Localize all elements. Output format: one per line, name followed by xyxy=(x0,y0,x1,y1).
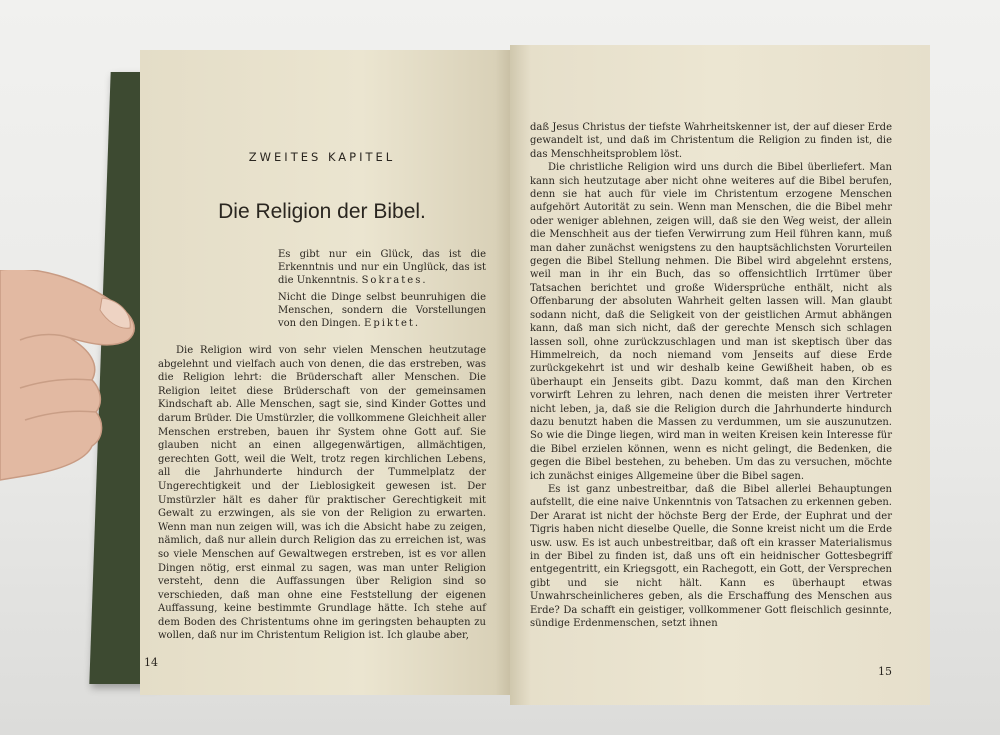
chapter-title: Die Religion der Bibel. xyxy=(218,200,426,223)
motto-quote-2 xyxy=(278,291,486,330)
left-body-text xyxy=(158,344,486,643)
right-paragraph: daß Jesus Christus der tiefste Wahrheitskenner ist, der auf dieser Erde gewandelt ist, und daß im Christentum die Religion zu finden ist, die das Menschheitsproblem löst. xyxy=(530,122,892,160)
right-page xyxy=(510,45,930,705)
motto-author-1: Sokrates. xyxy=(361,275,428,286)
right-paragraph: Die christliche Religion wird uns durch die Bibel überliefert. Man kann sich heutzutage aber nicht ohne weiteres auf die Bibel berufen, denn sie hat auch für viele im Christentum erzogene Menschen aufgehört Autorität zu sein. Wenn man Menschen, die die Bibel mehr oder weniger ablehnen, zeigen will, daß sie den Weg weist, der allein die Menschheit aus der tiefen Verwirrung zum Heil führen kann, muß man daher zunächst wenigstens zu den hauptsächlichsten Vorurteilen gegen die Bibel Stellung nehmen. Die Bibel wird abgelehnt erstens, weil man in ihr ein Buch, das so offensichtlich Irrtümer über Tatsachen berichtet und große Widersprüche enthält, nicht als Offenbarung der absoluten Wahrheit gelten lassen will. Man glaubt sodann nicht, daß die Seligkeit von der geistlichen Armut abhängen kann, daß man sich nicht, daß der gerechte Mensch sich schlagen lassen soll, ohne zurückzuschlagen und man ist skeptisch über das Himmelreich, da noch niemand vom Jenseits auf diese Erde zurückgekehrt ist und wir deshalb keine Gewißheit haben, ob es überhaupt ein Jenseits gibt. Dazu kommt, daß man den Kirchen vorwirft Lehren zu lehren, nach denen die meisten ihrer Vertreter nicht leben, ja, daß sie die Religion durch die Jahrhunderte hindurch dazu benutzt haben die Massen zu verdummen, um sie auszunutzen. So wie die Dinge liegen, wird man in weiten Kreisen kein Interesse für die Bibel erzielen können, wenn es nicht gelingt, die Bedenken, die gegen die Bibel bestehen, zu beheben. Um das zu versuchen, möchte ich zunächst einiges Allgemeine über die Bibel sagen. xyxy=(530,162,892,482)
left-paragraph: Die Religion wird von sehr vielen Menschen heutzutage abgelehnt und vielfach auch von denen, die das erstreben, was die Religion lehrt: die Brüderschaft aller Menschen. Die Religion leitet diese Brüderschaft von der gemeinsamen Kindschaft ab. Alle Menschen, sagt sie, sind Kinder Gottes und darum Brüder. Die Umstürzler, die vollkommene Gleichheit aller Menschen erstreben, bauen ihr System ohne Gott auf. Sie glauben nicht an einen allgegenwärtigen, allmächtigen, gerechten Gott, weil die Welt, trotz regen kirchlichen Lebens, all die Jahrhunderte hindurch der Tummelplatz der Ungerechtigkeit und der Lieblosigkeit gewesen ist. Der Umstürzler hält es daher für praktischer Gerechtigkeit mit Gewalt zu erzwingen, als sie von der Religion zu erwarten. Wenn man nun zeigen will, was ich die Absicht habe zu zeigen, nämlich, daß nur allein durch Religion das zu erreichen ist, was so viele Menschen auf Gewaltwegen erstreben, ist es vor allen Dingen nötig, erst einmal zu sagen, was man unter Religion versteht, denn die Auffassungen über Religion sind so verschieden, daß man ohne eine Feststellung der eigenen Auffassung, keine bestimmte Grundlage hätte. Ich stehe auf dem Boden des Christentums ohne im geringsten behaupten zu wollen, daß nur im Christentum Religion ist. Ich glaube aber, xyxy=(158,345,486,642)
hand-holding-book xyxy=(0,270,150,500)
motto-author-2: Epiktet. xyxy=(364,318,421,329)
right-body-text xyxy=(530,121,892,630)
motto-quote-1 xyxy=(278,248,486,287)
motto-text-2: Nicht die Dinge selbst beunruhigen die Menschen, sondern die Vorstellungen von den Dingen. xyxy=(278,292,486,329)
chapter-heading: ZWEITES KAPITEL xyxy=(248,150,396,164)
page-number-right: 15 xyxy=(878,665,892,678)
left-page xyxy=(140,50,510,695)
right-paragraph: Es ist ganz unbestreitbar, daß die Bibel allerlei Behauptungen aufstellt, die eine naive Unkenntnis von Tatsachen zu erkennen geben. Der Ararat ist nicht der höchste Berg der Erde, der Euphrat und der Tigris haben nicht dieselbe Quelle, die Sonne kreist nicht um die Erde usw. usw. Es ist auch unbestreitbar, daß oft ein krasser Materialismus in der Bibel zu finden ist, daß uns oft ein heidnischer Gottesbegriff entgegentritt, ein Kriegsgott, ein Rachegott, ein Gott, der Versprechen gibt und sie nicht hält. Kann es überhaupt etwas Unwahrscheinlicheres geben, als die Erschaffung des Menschen aus Erde? Da schafft ein geistiger, vollkommener Gott fleischlich gesinnte, sündige Erdenmenschen, setzt ihnen xyxy=(530,483,892,630)
motto-text-1: Es gibt nur ein Glück, das ist die Erkenntnis und nur ein Unglück, das ist die Unkenntnis. xyxy=(278,249,486,286)
page-number-left: 14 xyxy=(144,656,158,669)
